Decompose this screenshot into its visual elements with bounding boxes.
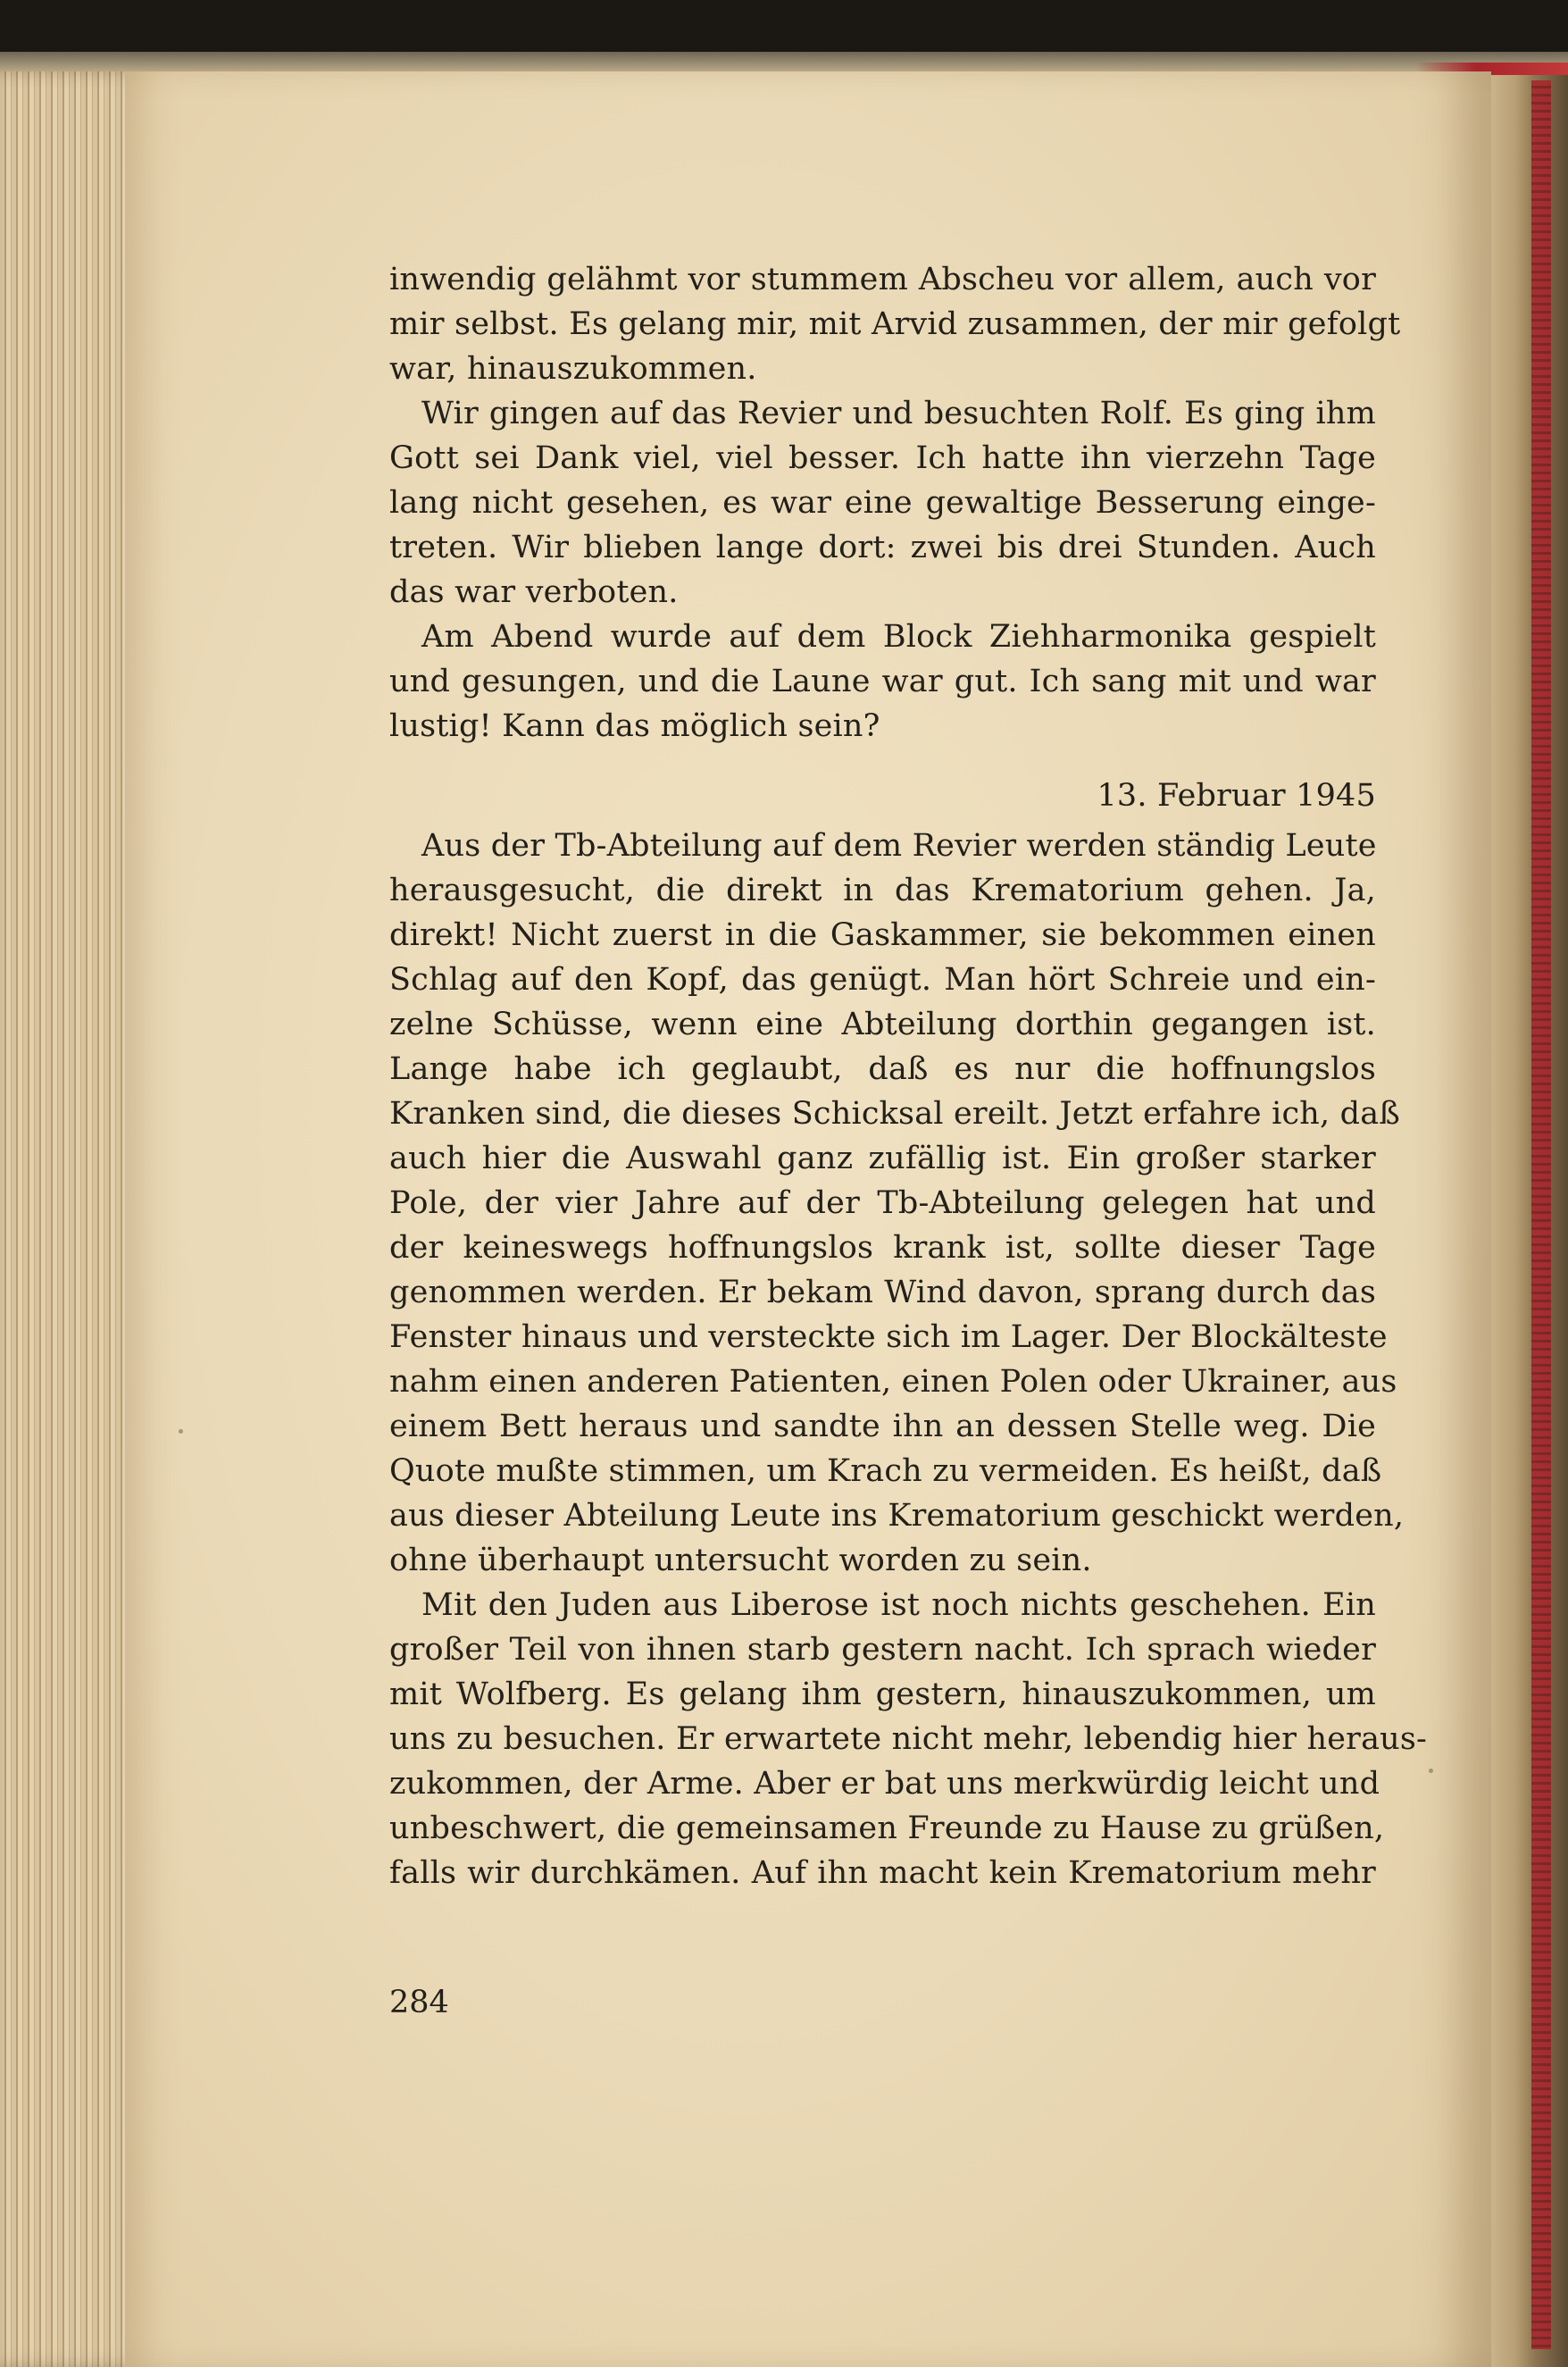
text-line: Wir gingen auf das Revier und besuchten Rolf. Es ging ihm [421,396,1376,431]
text-line: Gott sei Dank viel, viel besser. Ich hatte ihn vierzehn Tage [389,440,1376,476]
text-line: mir selbst. Es gelang mir, mit Arvid zusammen, der mir gefolgt [389,306,1401,342]
text-line: inwendig gelähmt vor stummem Abscheu vor allem, auch vor [389,262,1376,297]
text-line: direkt! Nicht zuerst in die Gaskammer, sie bekommen einen [389,917,1376,953]
text-line: lustig! Kann das möglich sein? [389,708,880,744]
page-number: 284 [389,1985,449,2020]
text-line: Aus der Tb-Abteilung auf dem Revier werden ständig Leute [421,828,1377,864]
text-line: einem Bett heraus und sandte ihn an dessen Stelle weg. Die [389,1409,1376,1444]
text-line: treten. Wir blieben lange dort: zwei bis drei Stunden. Auch [389,530,1376,565]
text-line: Kranken sind, die dieses Schicksal ereilt. Jetzt erfahre ich, daß [389,1096,1400,1132]
text-line: mit Wolfberg. Es gelang ihm gestern, hinauszukommen, um [389,1677,1376,1712]
text-line: uns zu besuchen. Er erwartete nicht mehr, lebendig hier heraus- [389,1721,1428,1757]
text-line: der keineswegs hoffnungslos krank ist, sollte dieser Tage [389,1230,1376,1266]
text-line: das war verboten. [389,574,679,610]
text-line: Pole, der vier Jahre auf der Tb-Abteilung gelegen hat und [389,1185,1376,1221]
text-line: war, hinauszukommen. [389,351,757,387]
text-line: Mit den Juden aus Liberose ist noch nichts geschehen. Ein [421,1587,1376,1623]
diary-date-heading: 13. Februar 1945 [1097,778,1376,814]
text-line: falls wir durchkämen. Auf ihn macht kein Krematorium mehr [389,1855,1376,1891]
page-text [389,257,1428,1895]
text-line: unbeschwert, die gemeinsamen Freunde zu Hause zu grüßen, [389,1811,1385,1846]
text-line: Fenster hinaus und versteckte sich im Lager. Der Blockälteste [389,1319,1388,1355]
paper-speck [179,1429,183,1434]
text-line: lang nicht gesehen, es war eine gewaltige Besserung einge- [389,485,1376,521]
text-line: und gesungen, und die Laune war gut. Ich sang mit und war [389,664,1376,699]
text-line: nahm einen anderen Patienten, einen Polen oder Ukrainer, aus [389,1364,1397,1400]
paper-speck [1429,1769,1433,1773]
text-line: genommen werden. Er bekam Wind davon, sprang durch das [389,1275,1376,1310]
text-line: zukommen, der Arme. Aber er bat uns merkwürdig leicht und [389,1766,1380,1802]
text-line: Quote mußte stimmen, um Krach zu vermeiden. Es heißt, daß [389,1453,1382,1489]
text-line: ohne überhaupt untersucht worden zu sein. [389,1543,1092,1578]
book-cover-edge [1487,63,1568,2367]
text-line: aus dieser Abteilung Leute ins Krematorium geschickt werden, [389,1498,1405,1534]
text-line: Am Abend wurde auf dem Block Ziehharmonika gespielt [421,619,1376,655]
red-cloth-binding [1531,80,1551,2349]
text-line: herausgesucht, die direkt in das Krematorium gehen. Ja, [389,873,1376,908]
text-line: Schlag auf den Kopf, das genügt. Man hört Schreie und ein- [389,962,1376,998]
text-line: Lange habe ich geglaubt, daß es nur die hoffnungslos [389,1051,1376,1087]
text-line: zelne Schüsse, wenn eine Abteilung dorthin gegangen ist. [389,1007,1376,1042]
text-line: großer Teil von ihnen starb gestern nacht. Ich sprach wieder [389,1632,1376,1668]
text-line: auch hier die Auswahl ganz zufällig ist. Ein großer starker [389,1141,1376,1176]
